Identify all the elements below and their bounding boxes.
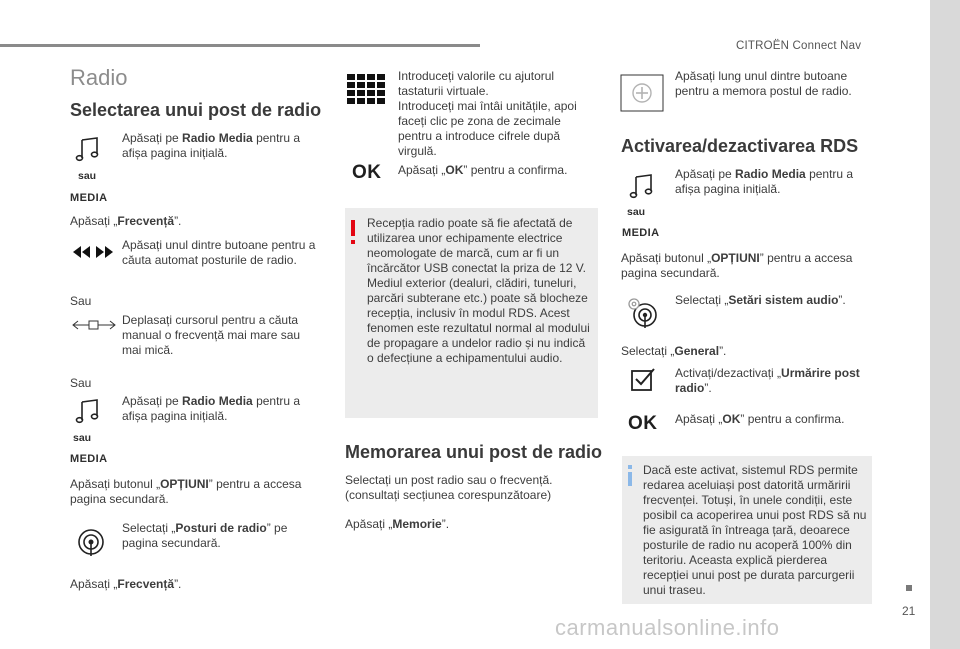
- music-note-icon: [73, 396, 103, 426]
- or-label: sau: [73, 432, 92, 444]
- media-button-label: MEDIA: [622, 227, 660, 239]
- step-open-home: Apăsați pe Radio Media pentru a afișa pagina inițială.: [122, 131, 301, 160]
- step-press-frequency-2: Apăsați „Frecvență”.: [70, 577, 182, 591]
- step-manual-search: Deplasați cursorul pentru a căuta manual o frecvență mai mare sau mai mică.: [122, 313, 301, 357]
- or-label: sau: [78, 170, 97, 182]
- warning-icon: [351, 220, 355, 236]
- step-open-home-2: Apăsați pe Radio Media pentru a afișa pagina inițială.: [122, 394, 301, 423]
- checkbox-icon: [630, 366, 656, 392]
- heading-memorize-station: Memorarea unui post de radio: [345, 442, 603, 462]
- watermark: carmanualsonline.info: [555, 615, 780, 640]
- step-options-2: Apăsați butonul „OPȚIUNI” pentru a accesa pagina secundară.: [621, 251, 853, 280]
- keypad-icon: [347, 74, 385, 104]
- header-rule: [0, 44, 480, 47]
- step-follow-station: Activați/dezactivați „Urmărire post radio”.: [675, 366, 860, 395]
- info-icon-dot: [628, 465, 632, 469]
- header-title: CITROËN Connect Nav: [736, 40, 862, 52]
- or-label-2: Sau: [70, 376, 92, 390]
- step-options: Apăsați butonul „OPȚIUNI” pentru a accesa pagina secundară.: [70, 477, 302, 506]
- page-marker: [906, 585, 912, 591]
- or-label: sau: [627, 206, 646, 218]
- step-audio-settings: Selectați „Setări sistem audio”.: [675, 293, 846, 307]
- slider-icon: [71, 318, 117, 332]
- step-press-frequency: Apăsați „Frecvență”.: [70, 214, 182, 228]
- step-long-press: Apăsați lung unul dintre butoane pentru a memora postul de radio.: [675, 69, 852, 98]
- step-select-station: Selectați un post radio sau o frecvență. (consultați secțiunea corespunzătoare): [345, 473, 553, 502]
- keypad-instructions: Introduceți valorile cu ajutorul tastaturii virtuale. Introduceți mai întâi unitățile, apoi faceți clic pe zona de zecimale pentru a introduce cifrele după virgulă.: [398, 69, 577, 158]
- add-preset-icon: [620, 74, 664, 112]
- info-text: Dacă este activat, sistemul RDS permite redarea aceluiași post datorită urmăririi frecvenței. Totuși, în unele condiții, este posibil ca acoperirea unui post RDS să nu fie asigurată în întreaga țară, deoarece posturile de radio nu acoperă 100% din teritoriu. Aceasta explică pierderea recepției unui post pe durata parcurgerii unui traseu.: [643, 463, 867, 597]
- music-note-icon: [73, 134, 103, 164]
- step-open-home-3: Apăsați pe Radio Media pentru a afișa pagina inițială.: [675, 167, 854, 196]
- section-title: Radio: [70, 65, 128, 90]
- radio-antenna-icon: [76, 527, 106, 557]
- seek-arrows-icon: [71, 244, 115, 260]
- heading-select-station: Selectarea unui post de radio: [70, 100, 322, 120]
- step-general: Selectați „General”.: [621, 344, 727, 358]
- step-press-memory: Apăsați „Memorie”.: [345, 517, 450, 531]
- warning-text: Recepția radio poate să fie afectată de utilizarea unor echipamente electrice neomologate de marcă, cum ar fi un încărcător USB conectat la priza de 12 V. Mediul exterior (dealuri, clădiri, tuneluri, parcări subterane etc.) poate să blocheze recepția, inclusiv în modul RDS. Acest fenomen este rezultatul normal al modului de propagare a undelor radio și nu indică o defecțiune a echipamentului audio.: [367, 216, 590, 365]
- ok-button-label: OK: [628, 413, 658, 434]
- info-icon: [628, 472, 632, 486]
- media-button-label: MEDIA: [70, 192, 108, 204]
- step-confirm: Apăsați „OK” pentru a confirma.: [398, 163, 568, 177]
- step-select-stations: Selectați „Posturi de radio” pe pagina secundară.: [122, 521, 288, 550]
- page-number: 21: [902, 604, 916, 618]
- audio-settings-icon: [626, 296, 660, 330]
- heading-rds: Activarea/dezactivarea RDS: [621, 136, 859, 156]
- media-button-label: MEDIA: [70, 453, 108, 465]
- or-label-1: Sau: [70, 294, 92, 308]
- step-confirm-2: Apăsați „OK” pentru a confirma.: [675, 412, 845, 426]
- ok-button-label: OK: [352, 162, 382, 183]
- music-note-icon: [627, 171, 657, 201]
- warning-icon-dot: [351, 240, 355, 244]
- side-band: [930, 0, 960, 649]
- step-auto-search: Apăsați unul dintre butoane pentru a căuta automat posturile de radio.: [122, 238, 316, 267]
